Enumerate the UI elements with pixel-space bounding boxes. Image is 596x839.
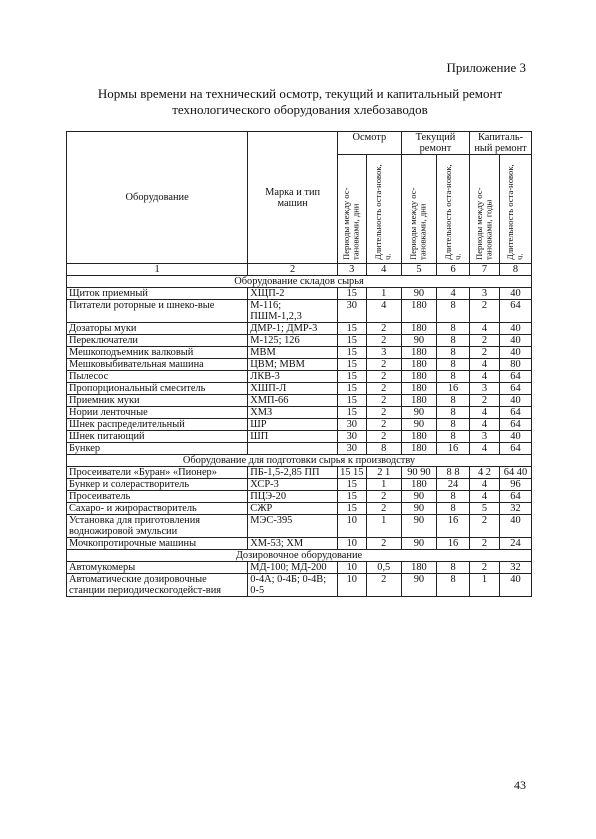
table-row: [67, 395, 532, 407]
appendix-label: Приложение 3: [446, 60, 526, 75]
value-cell: 2: [470, 347, 500, 359]
equipment-cell: Установка для приготовления водножировой эмульсии: [67, 515, 248, 538]
value-cell: 2: [366, 419, 401, 431]
equipment-cell: Пылесос: [67, 371, 248, 383]
col-number: 3: [337, 264, 366, 276]
header-brand: Марка и тип машин: [248, 132, 338, 264]
value-cell: 8: [437, 431, 470, 443]
value-cell: 90: [401, 515, 436, 538]
value-cell: 64 40: [499, 467, 531, 479]
value-cell: 40: [499, 431, 531, 443]
equipment-cell: Шнек распределительный: [67, 419, 248, 431]
value-cell: 0,5: [366, 562, 401, 574]
value-cell: 4: [470, 359, 500, 371]
equipment-cell: Мочкопротирочные машины: [67, 538, 248, 550]
brand-cell: 0-4А; 0-4Б; 0-4В; 0-5: [248, 574, 338, 597]
value-cell: 15: [337, 371, 366, 383]
col-number: 7: [470, 264, 500, 276]
value-cell: 180: [401, 443, 436, 455]
value-cell: 2: [366, 383, 401, 395]
brand-cell: ПБ-1,5-2,85 ПП: [248, 467, 338, 479]
title-line-1: Нормы времени на технический осмотр, текущий и капитальный ремонт: [97, 86, 503, 101]
value-cell: 40: [499, 323, 531, 335]
col-number: 5: [401, 264, 436, 276]
value-cell: 16: [437, 383, 470, 395]
value-cell: 8: [437, 359, 470, 371]
value-cell: 2 1: [366, 467, 401, 479]
value-cell: 90: [401, 503, 436, 515]
value-cell: 3: [366, 347, 401, 359]
equipment-cell: Пропорциональный смеситель: [67, 383, 248, 395]
value-cell: 8: [437, 371, 470, 383]
value-cell: 8: [437, 347, 470, 359]
value-cell: 2: [366, 395, 401, 407]
equipment-cell: Мешкоподъемник валковый: [67, 347, 248, 359]
header-inspection: Осмотр: [337, 132, 401, 155]
table-row: [67, 562, 532, 574]
equipment-cell: Автоматические дозировочные станции периодическогодейст-вия: [67, 574, 248, 597]
value-cell: 2: [366, 538, 401, 550]
brand-cell: ЦВМ; МВМ: [248, 359, 338, 371]
brand-cell: М-116; ПШМ-1,2,3: [248, 300, 338, 323]
value-cell: 80: [499, 359, 531, 371]
title-line-2: технологического оборудования хлебозаводов: [172, 102, 428, 117]
value-cell: 4: [437, 288, 470, 300]
value-cell: 180: [401, 300, 436, 323]
value-cell: 15: [337, 503, 366, 515]
value-cell: 15: [337, 479, 366, 491]
table-row: [67, 371, 532, 383]
value-cell: 30: [337, 419, 366, 431]
table-row: [67, 431, 532, 443]
value-cell: 2: [470, 562, 500, 574]
value-cell: 180: [401, 347, 436, 359]
value-cell: 2: [470, 515, 500, 538]
value-cell: 15: [337, 491, 366, 503]
value-cell: 3: [470, 383, 500, 395]
value-cell: 3: [470, 431, 500, 443]
value-cell: 15: [337, 359, 366, 371]
value-cell: 64: [499, 419, 531, 431]
table-row: [67, 407, 532, 419]
value-cell: 64: [499, 407, 531, 419]
table-row: [67, 515, 532, 538]
value-cell: 4: [470, 443, 500, 455]
table-row: [67, 467, 532, 479]
value-cell: 16: [437, 515, 470, 538]
value-cell: 32: [499, 503, 531, 515]
value-cell: 180: [401, 562, 436, 574]
header-current-repair: Текущий ремонт: [401, 132, 469, 155]
value-cell: 24: [499, 538, 531, 550]
equipment-cell: Шнек питающий: [67, 431, 248, 443]
header-v4: Длительность оста-новок, ч.: [437, 155, 470, 264]
header-equipment: Оборудование: [67, 132, 248, 264]
page-number: 43: [514, 778, 526, 792]
brand-cell: ХСР-3: [248, 479, 338, 491]
header-v2: Длительность оста-новок, ч.: [366, 155, 401, 264]
table-row: [67, 323, 532, 335]
value-cell: 1: [366, 515, 401, 538]
value-cell: 15: [337, 407, 366, 419]
brand-cell: МД-100; МД-200: [248, 562, 338, 574]
value-cell: 90: [401, 491, 436, 503]
brand-cell: М-125; 126: [248, 335, 338, 347]
value-cell: 15: [337, 335, 366, 347]
value-cell: 64: [499, 300, 531, 323]
group-header-row: [67, 455, 532, 467]
value-cell: 90: [401, 335, 436, 347]
value-cell: 180: [401, 371, 436, 383]
brand-cell: [248, 443, 338, 455]
col-number: 2: [248, 264, 338, 276]
equipment-cell: Бункер и солерастворитель: [67, 479, 248, 491]
value-cell: 15: [337, 323, 366, 335]
value-cell: 16: [437, 538, 470, 550]
value-cell: 180: [401, 323, 436, 335]
table-row: [67, 538, 532, 550]
value-cell: 180: [401, 479, 436, 491]
value-cell: 90: [401, 574, 436, 597]
value-cell: 8 8: [437, 467, 470, 479]
col-number: 4: [366, 264, 401, 276]
table-row: [67, 335, 532, 347]
group-header-row: [67, 276, 532, 288]
brand-cell: ЛКВ-3: [248, 371, 338, 383]
value-cell: 10: [337, 562, 366, 574]
header-v5: Периоды между ос-тановками, годы: [470, 155, 500, 264]
equipment-cell: Питатели роторные и шнеко-вые: [67, 300, 248, 323]
value-cell: 8: [437, 562, 470, 574]
value-cell: 90: [401, 288, 436, 300]
value-cell: 4: [470, 323, 500, 335]
value-cell: 30: [337, 443, 366, 455]
table-row: [67, 419, 532, 431]
value-cell: 64: [499, 443, 531, 455]
equipment-cell: Мешковыбивательная машина: [67, 359, 248, 371]
value-cell: 4: [470, 419, 500, 431]
value-cell: 1: [470, 574, 500, 597]
value-cell: 15: [337, 347, 366, 359]
value-cell: 8: [437, 491, 470, 503]
value-cell: 2: [366, 491, 401, 503]
value-cell: 2: [366, 574, 401, 597]
value-cell: 2: [366, 371, 401, 383]
value-cell: 10: [337, 538, 366, 550]
col-number: 8: [499, 264, 531, 276]
header-v6: Длительность оста-новок, ч.: [499, 155, 531, 264]
brand-cell: ХЩП-2: [248, 288, 338, 300]
value-cell: 64: [499, 383, 531, 395]
header-capital-repair: Капиталь-ный ремонт: [470, 132, 532, 155]
value-cell: 8: [437, 574, 470, 597]
value-cell: 8: [437, 503, 470, 515]
table-row: [67, 300, 532, 323]
brand-cell: ШР: [248, 419, 338, 431]
header-v1: Периоды между ос-тановками, дни: [337, 155, 366, 264]
norms-table: [66, 131, 532, 597]
value-cell: 8: [366, 443, 401, 455]
value-cell: 40: [499, 335, 531, 347]
table-row: [67, 288, 532, 300]
value-cell: 2: [366, 503, 401, 515]
value-cell: 180: [401, 431, 436, 443]
brand-cell: ПЦЭ-20: [248, 491, 338, 503]
value-cell: 40: [499, 515, 531, 538]
value-cell: 10: [337, 515, 366, 538]
value-cell: 3: [470, 288, 500, 300]
table-row: [67, 503, 532, 515]
group-header-row: [67, 550, 532, 562]
value-cell: 2: [470, 300, 500, 323]
brand-cell: МВМ: [248, 347, 338, 359]
header-row-1: [67, 132, 532, 155]
value-cell: 90: [401, 538, 436, 550]
value-cell: 40: [499, 574, 531, 597]
equipment-cell: Просеиватели «Буран» «Пионер»: [67, 467, 248, 479]
column-numbers-row: [67, 264, 532, 276]
value-cell: 4 2: [470, 467, 500, 479]
value-cell: 30: [337, 300, 366, 323]
document-title: [60, 86, 540, 118]
value-cell: 8: [437, 300, 470, 323]
table-row: [67, 359, 532, 371]
col-number: 6: [437, 264, 470, 276]
value-cell: 2: [366, 407, 401, 419]
group-title: Оборудование для подготовки сырья к производству: [67, 455, 532, 467]
value-cell: 30: [337, 431, 366, 443]
brand-cell: ХМ-53; ХМ: [248, 538, 338, 550]
value-cell: 40: [499, 347, 531, 359]
group-title: Дозировочное оборудование: [67, 550, 532, 562]
value-cell: 1: [366, 288, 401, 300]
equipment-cell: Бункер: [67, 443, 248, 455]
value-cell: 96: [499, 479, 531, 491]
value-cell: 180: [401, 383, 436, 395]
brand-cell: ДМР-1; ДМР-3: [248, 323, 338, 335]
table-row: [67, 443, 532, 455]
value-cell: 4: [470, 479, 500, 491]
equipment-cell: Сахаро- и жирорастворитель: [67, 503, 248, 515]
brand-cell: МЭС-395: [248, 515, 338, 538]
value-cell: 24: [437, 479, 470, 491]
value-cell: 90 90: [401, 467, 436, 479]
table-row: [67, 383, 532, 395]
table-row: [67, 574, 532, 597]
value-cell: 64: [499, 491, 531, 503]
value-cell: 90: [401, 407, 436, 419]
value-cell: 2: [470, 395, 500, 407]
value-cell: 2: [366, 323, 401, 335]
value-cell: 10: [337, 574, 366, 597]
value-cell: 15: [337, 288, 366, 300]
group-title: Оборудование складов сырья: [67, 276, 532, 288]
value-cell: 180: [401, 359, 436, 371]
value-cell: 4: [470, 407, 500, 419]
value-cell: 2: [366, 431, 401, 443]
equipment-cell: Приемник муки: [67, 395, 248, 407]
value-cell: 4: [470, 371, 500, 383]
value-cell: 2: [366, 359, 401, 371]
value-cell: 15 15: [337, 467, 366, 479]
value-cell: 5: [470, 503, 500, 515]
value-cell: 4: [470, 491, 500, 503]
brand-cell: ХМП-66: [248, 395, 338, 407]
equipment-cell: Щиток приемный: [67, 288, 248, 300]
value-cell: 64: [499, 371, 531, 383]
col-number: 1: [67, 264, 248, 276]
brand-cell: СЖР: [248, 503, 338, 515]
value-cell: 180: [401, 395, 436, 407]
table-row: [67, 479, 532, 491]
value-cell: 8: [437, 407, 470, 419]
value-cell: 8: [437, 335, 470, 347]
value-cell: 2: [470, 538, 500, 550]
value-cell: 90: [401, 419, 436, 431]
value-cell: 15: [337, 395, 366, 407]
header-v3: Периоды между ос-тановками, дни: [401, 155, 436, 264]
value-cell: 2: [366, 335, 401, 347]
table-row: [67, 347, 532, 359]
equipment-cell: Нории ленточные: [67, 407, 248, 419]
equipment-cell: Переключатели: [67, 335, 248, 347]
table-body: [67, 276, 532, 597]
equipment-cell: Дозаторы муки: [67, 323, 248, 335]
value-cell: 2: [470, 335, 500, 347]
value-cell: 8: [437, 323, 470, 335]
value-cell: 8: [437, 419, 470, 431]
value-cell: 40: [499, 395, 531, 407]
brand-cell: ХМЗ: [248, 407, 338, 419]
value-cell: 16: [437, 443, 470, 455]
value-cell: 40: [499, 288, 531, 300]
value-cell: 32: [499, 562, 531, 574]
equipment-cell: Просеиватель: [67, 491, 248, 503]
table-row: [67, 491, 532, 503]
brand-cell: ШП: [248, 431, 338, 443]
value-cell: 8: [437, 395, 470, 407]
equipment-cell: Автомукомеры: [67, 562, 248, 574]
value-cell: 15: [337, 383, 366, 395]
value-cell: 1: [366, 479, 401, 491]
value-cell: 4: [366, 300, 401, 323]
brand-cell: ХШП-Л: [248, 383, 338, 395]
